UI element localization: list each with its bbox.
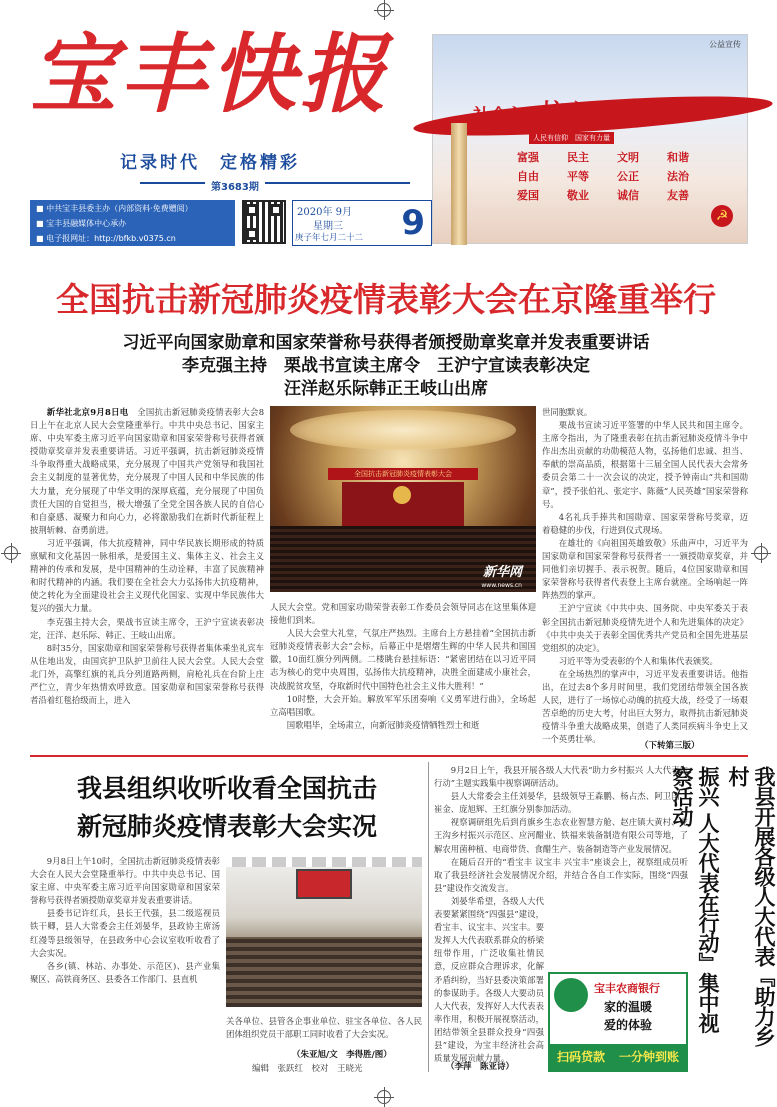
continued-link[interactable]: （下转第三版） (640, 741, 700, 751)
value-item: 自由 (517, 170, 539, 183)
lead-subhead-3: 汪洋赵乐际韩正王岐山出席 (284, 379, 488, 399)
date-box (292, 200, 432, 246)
masthead-info-line: ■ 中共宝丰县委主办（内部资料·免费赠阅） (36, 204, 193, 213)
masthead-info-line: ■ 宝丰县融媒体中心承办 (36, 219, 127, 228)
bank-line-2: 爱的体验 (604, 1018, 653, 1032)
paragraph: 国歌唱毕，全场肃立，向新冠肺炎疫情牺牲烈士和逝 (286, 719, 480, 730)
ad-title-part: 社会主义 (473, 106, 541, 126)
qr-code[interactable] (242, 200, 286, 244)
editor-credits: 编辑 张跃红 校对 王晓光 (252, 1064, 363, 1074)
bank-name: 宝丰农商银行 (594, 982, 660, 995)
paragraph: 9月2日上午，我县开展各级人大代表“助力乡村振兴 人大代表在行动”主题实践集中视察调研活动。 (434, 765, 688, 789)
lead-photo[interactable] (270, 406, 536, 592)
party-emblem-icon: ☭ (711, 205, 733, 227)
bank-line-1: 家的温暖 (604, 1000, 653, 1014)
value-item: 平等 (567, 170, 589, 183)
values-grid (503, 149, 703, 203)
ad-title-part: 价值观 (589, 106, 640, 126)
paragraph: 人民大会堂大礼堂，气氛庄严热烈。主席台上方悬挂着“全国抗击新冠肺炎疫情表彰大会”会标，后幕正中是熠熠生辉的中华人民共和国国徽，10面红旗分列两侧。二楼眺台悬挂标语：“紧密团结在以习近平同志为核心的党中央周围，弘扬伟大抗疫精神，决胜全面建成小康社会，决战脱贫攻坚，夺取新时代中国特色社会主义伟大胜利！” (270, 628, 536, 691)
paragraph: 李克强主持大会，栗战书宣读主席令，王沪宁宣读表彰决定，汪洋、赵乐际、韩正、王岐山出席。 (30, 616, 264, 640)
local-photo[interactable] (226, 857, 422, 1007)
bank-ad[interactable] (548, 972, 688, 1072)
value-item: 法治 (667, 170, 689, 183)
masthead-info-line: ■ 电子报网址：http://bfkb.v0375.cn (36, 234, 176, 243)
side-headline-line: 我县开展各级人大代表『助力乡村 (726, 766, 777, 1046)
huabiao-pillar (451, 123, 467, 245)
local-headline (30, 770, 424, 846)
photo-screen (296, 869, 352, 899)
lead-column-1 (30, 406, 264, 751)
lead-subhead-2: 李克强主持 栗战书宣读主席令 王沪宁宣读表彰决定 (182, 356, 590, 376)
ad-sub: 人民有信仰 国家有力量 (529, 132, 614, 144)
paragraph: 刘晏华希望，各级人大代表要紧紧围绕“四强县”建设，看宝丰、议宝丰、兴宝丰。要发挥人大代表联系群众的桥梁纽带作用，广泛收集社情民意，反应群众合理诉求，化解矛盾纠纷，当好县委决策部署的参谋助手。各级人大要动员人大代表，发挥好人大代表表率作用，积极开展视察活动，团结带领全县群众投身“四强县”建设，为宝丰经济社会高质量发展贡献力量。 (434, 895, 544, 1064)
masthead-title: 宝丰快报 (30, 24, 390, 125)
value-item: 爱国 (517, 189, 539, 202)
photo-lights (226, 857, 422, 867)
paragraph: 全国抗击新冠肺炎疫情表彰大会8日上午在北京人民大会堂隆重举行。中共中央总书记、国家主席、中央军委主席习近平向国家勋章和国家荣誉称号获得者颁授勋章奖章并发表重要讲话。习近平强调，抗击新冠肺炎疫情斗争取得重大战略成果，充分展现了中国共产党领导和我国社会主义制度的显著优势，充分展现了中国人民和中华民族的伟大力量，充分展现了中华文明的深厚底蕴，充分展现了中国负责任大国的自觉担当，极大增强了全党全国各族人民的自信心和自豪感、凝聚力和向心力，必将激励我们在新时代新征程上披荆斩棘、奋勇前进。 (30, 407, 265, 535)
bank-slogan-a: 扫码贷款 (556, 1050, 605, 1064)
paragraph: 在雄壮的《向祖国英雄致敬》乐曲声中，习近平为国家勋章和国家荣誉称号获得者一一颁授勋章奖章，并同他们亲切握手、表示祝贺。随后，4位国家勋章和国家荣誉称号获得者代表登上主席台就座。全场响起一阵阵热烈的掌声。 (542, 537, 748, 601)
paragraph: 人民大会堂。党和国家功勋荣誉表彰工作委员会领导同志在这里集体迎接他们到来。 (270, 602, 536, 626)
value-item: 富强 (517, 151, 539, 164)
local-headline-line: 新冠肺炎疫情表彰大会实况 (76, 812, 377, 841)
paragraph: 视察调研组先后到肖旗乡生态农业智慧方舱、赵庄镇大黄村、龙王沟乡村振兴示范区、应河醋业、铁福来装备制造有限公司等地，了解农用菌种植、电商带货、食醋生产、装备制造等产业发展情况。 (434, 817, 688, 854)
bank-slogan-b: 一分钟到账 (618, 1050, 679, 1064)
lead-headline: 全国抗击新冠肺炎疫情表彰大会在京隆重举行 (56, 280, 716, 319)
registration-mark-right (754, 546, 768, 560)
paragraph: 10时整，大会开始。解放军军乐团奏响《义勇军进行曲》，全场起立高唱国歌。 (270, 693, 536, 717)
paragraph: 习近平等为受表彰的个人和集体代表颁奖。 (558, 655, 718, 666)
paragraph: 在全场热烈的掌声中，习近平发表重要讲话。他指出，在过去8个多月时间里，我们党团结带领全国各族人民，进行了一场惊心动魄的抗疫大战，经受了一场艰苦卓绝的历史大考，付出巨大努力，取得抗击新冠肺炎疫情斗争重大战略成果，创造了人类同疾病斗争史上又一个英勇壮举。 (542, 668, 748, 745)
local-headline-line: 我县组织收听收看全国抗击 (76, 774, 377, 803)
value-item: 文明 (617, 151, 639, 164)
column-divider (428, 762, 429, 1072)
local-text-left (30, 855, 220, 1033)
bank-slogan-bar (550, 1044, 686, 1070)
photo-seats (226, 937, 422, 1007)
ad-title (473, 93, 640, 128)
paragraph: 9月8日上午10时，全国抗击新冠肺炎疫情表彰大会在人民大会堂隆重举行。中共中央总书记、国家主席、中央军委主席习近平向国家勋章和国家荣誉称号获得者颁授勋章奖章并发表重要讲话。 (30, 856, 220, 906)
issue-number: 第3683期 (205, 178, 265, 193)
photo-credit: 新华网 (482, 565, 522, 580)
day-number: 9 (401, 203, 425, 243)
paragraph: 栗战书宣读习近平签署的中华人民共和国主席令。主席令指出，为了隆重表彰在抗击新冠肺炎疫情斗争中作出杰出贡献的功勋模范人物，弘扬他们忠诚、担当、奉献的崇高品质，根据第十三届全国人民代表大会常务委员会第二十一次会议的决定，授予钟南山“共和国勋章”，授予张伯礼、张定宇、陈薇“人民英雄”国家荣誉称号。 (542, 420, 748, 509)
paragraph: 4名礼兵手捧共和国勋章、国家荣誉称号奖章，迈着稳健的步伐，行进到仪式现场。 (542, 511, 748, 535)
lead-column-3 (542, 406, 748, 745)
value-item: 诚信 (617, 189, 639, 202)
paragraph: 县人大常委会主任刘晏华，县级领导王森鹏、杨占杰、阿卫国、崔金、庞旭辉、王红旗分别参加活动。 (434, 791, 688, 815)
masthead-info-box (30, 200, 235, 246)
dateline: 新华社北京9月8日电 (46, 407, 129, 417)
lead-subhead-1: 习近平向国家勋章和国家荣誉称号获得者颁授勋章奖章并发表重要讲话 (122, 333, 650, 353)
lead-column-2 (270, 601, 536, 751)
photo-ceiling (290, 410, 516, 450)
ad-title-part: 核心 (541, 98, 589, 127)
bank-logo-icon (554, 978, 588, 1012)
section-divider (30, 755, 748, 757)
photo-url: www.news.cn (481, 582, 522, 589)
photo-banner: 全国抗击新冠肺炎疫情表彰大会 (328, 468, 478, 480)
core-values-ad[interactable] (432, 34, 748, 244)
paragraph: 王沪宁宣读《中共中央、国务院、中央军委关于表彰全国抗击新冠肺炎疫情先进个人和先进集体的决定》《中共中央关于表彰全国优秀共产党员和全国先进基层党组织的决定》。 (542, 603, 748, 653)
value-item: 敬业 (567, 189, 589, 202)
paragraph: 各乡(镇、林站、办事处、示范区)、县产业集聚区、高铁商务区、县委各工作部门、县直机 (30, 960, 220, 984)
weekday: 星期三 (313, 221, 343, 232)
registration-mark-bottom (377, 1090, 391, 1104)
paragraph: 在随后召开的“看宝丰 议宝丰 兴宝丰”座谈会上，视察组成员听取了我县经济社会发展情况介绍，并结合各自工作实际，围绕“四强县”建设作交流发言。 (434, 856, 688, 893)
paragraph: 县委书记许红兵，县长王代强，县二级巡视员铁干卿，县人大常委会主任刘晏华，县政协主席汤红漫等县级领导，在县政务中心会议室收听收看了大会实况。 (30, 908, 220, 958)
paragraph: 8时35分，国家勋章和国家荣誉称号获得者集体乘坐礼宾车从住地出发，由国宾护卫队护卫前往人民大会堂。人民大会堂北门外，高擎红旗的礼兵分列道路两侧，肩枪礼兵在台阶上庄严伫立，青少年热情欢呼致意。国家勋章和国家荣誉称号获得者沿着红毯拾级而上，进入 (30, 642, 264, 706)
masthead-rule (140, 182, 410, 184)
paragraph: 世同胞默哀。 (542, 407, 593, 417)
local-byline: （朱亚旭/文 李得胜/图） (292, 1050, 392, 1060)
masthead (30, 20, 425, 250)
value-item: 民主 (567, 151, 589, 164)
lunar-date: 庚子年七月二十二 (295, 233, 364, 243)
side-headline-line: 振兴 人大代表在行动』集中视察活动 (670, 766, 721, 1033)
masthead-slogan: 记录时代 定格精彩 (120, 153, 300, 173)
value-item: 和谐 (667, 151, 689, 164)
photo-emblem (393, 486, 411, 504)
registration-mark-left (4, 546, 18, 560)
side-byline: （李萍 陈亚诗） (446, 1062, 515, 1072)
value-item: 公正 (617, 170, 639, 183)
date-line: 2020年 9月 (297, 207, 352, 218)
paragraph: 关各单位、县管各企事业单位、驻宝各单位、各人民团体组织党员干部职工同时收看了大会实况。 (226, 1016, 422, 1040)
ad-tag: 公益宣传 (709, 40, 741, 49)
value-item: 友善 (667, 189, 689, 202)
paragraph: 习近平强调，伟大抗疫精神，同中华民族长期形成的特质禀赋和文化基因一脉相承，是爱国主义、集体主义、社会主义精神的传承和发展，是中国精神的生动诠释，丰富了民族精神和时代精神的内涵。我们要在全社会大力弘扬伟大抗疫精神，使之转化为全面建设社会主义现代化国家、实现中华民族伟大复兴的强大力量。 (30, 537, 264, 614)
registration-mark-top (377, 3, 391, 17)
side-headline (670, 766, 777, 1046)
